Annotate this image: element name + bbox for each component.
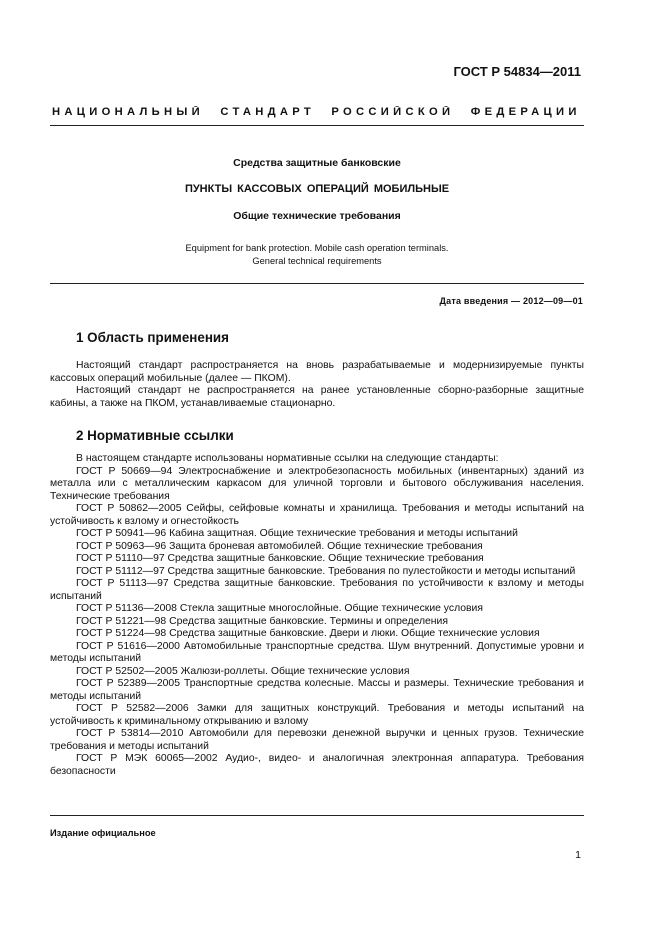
reference-item: ГОСТ Р 51224—98 Средства защитные банковские. Двери и люки. Общие технические условия — [76, 628, 540, 639]
reference-item: ГОСТ Р 51616—2000 Автомобильные транспортные средства. Шум внутренний. Допустимые уровни и методы испытаний — [50, 640, 584, 664]
english-title — [50, 242, 584, 268]
section-2-heading: 2 Нормативные ссылки — [76, 428, 234, 443]
document-number: ГОСТ Р 54834—2011 — [453, 64, 581, 79]
official-edition-label: Издание официальное — [50, 828, 156, 838]
section-1-body — [50, 360, 584, 410]
national-standard-title: НАЦИОНАЛЬНЫЙ СТАНДАРТ РОССИЙСКОЙ ФЕДЕРАЦИИ — [52, 106, 581, 118]
standard-subtitle: Средства защитные банковские — [233, 157, 401, 169]
reference-item: ГОСТ Р 51110—97 Средства защитные банковские. Общие технические требования — [76, 553, 484, 564]
reference-item: ГОСТ Р МЭК 60065—2002 Аудио-, видео- и аналогичная электронная аппаратура. Требования безопасности — [50, 753, 584, 777]
introduction-date: Дата введения — 2012—09—01 — [439, 296, 583, 306]
standard-part-title: Общие технические требования — [233, 210, 401, 222]
standard-main-title: ПУНКТЫ КАССОВЫХ ОПЕРАЦИЙ МОБИЛЬНЫЕ — [184, 183, 450, 195]
reference-item: ГОСТ Р 52502—2005 Жалюзи-роллеты. Общие технические условия — [76, 665, 410, 677]
page-number: 1 — [575, 849, 581, 861]
reference-item: ГОСТ Р 51221—98 Средства защитные банковские. Термины и определения — [76, 615, 448, 627]
reference-item: ГОСТ Р 51136—2008 Стекла защитные многослойные. Общие технические условия — [76, 603, 483, 614]
reference-item: ГОСТ Р 50963—96 Защита броневая автомобилей. Общие технические требования — [76, 540, 483, 552]
english-title-line-2: General technical requirements — [252, 256, 382, 266]
reference-item: ГОСТ Р 52582—2006 Замки для защитных конструкций. Требования и методы испытаний на устойчивость к криминальному открыванию и взлому — [50, 703, 584, 727]
paragraph: Настоящий стандарт не распространяется на ранее установленные сборно-разборные защитные кабины, а также на ПКОМ, устанавливаемые стационарно. — [50, 385, 584, 409]
reference-item: ГОСТ Р 50862—2005 Сейфы, сейфовые комнаты и хранилища. Требования и методы испытаний на устойчивость к взлому и огнестойкость — [50, 503, 584, 527]
section-1-heading: 1 Область применения — [76, 330, 229, 345]
paragraph: Настоящий стандарт распространяется на вновь разрабатываемые и модернизируемые пункты кассовых операций мобильные (далее — ПКОМ). — [50, 360, 584, 384]
reference-item: ГОСТ Р 51113—97 Средства защитные банковские. Требования по устойчивости к взлому и методы испытаний — [50, 578, 584, 602]
title-divider — [50, 283, 584, 284]
reference-item: ГОСТ Р 50669—94 Электроснабжение и электробезопасность мобильных (инвентарных) зданий из металла или с металлическим каркасом для уличной торговли и бытового обслуживания населения. Технические требования — [50, 465, 584, 502]
reference-item: ГОСТ Р 53814—2010 Автомобили для перевозки денежной выручки и ценных грузов. Технические требования и методы испытаний — [50, 728, 584, 752]
reference-item: ГОСТ Р 50941—96 Кабина защитная. Общие технические требования и методы испытаний — [76, 528, 518, 539]
reference-item: ГОСТ Р 52389—2005 Транспортные средства колесные. Массы и размеры. Технические требования и методы испытаний — [50, 678, 584, 702]
footer-divider — [50, 815, 584, 816]
english-title-line-1: Equipment for bank protection. Mobile cash operation terminals. — [185, 243, 449, 253]
section-2-body — [50, 453, 584, 778]
header-divider — [50, 125, 584, 126]
references-intro: В настоящем стандарте использованы нормативные ссылки на следующие стандарты: — [76, 453, 499, 464]
reference-item: ГОСТ Р 51112—97 Средства защитные банковские. Требования по пулестойкости и методы испытаний — [76, 565, 576, 577]
